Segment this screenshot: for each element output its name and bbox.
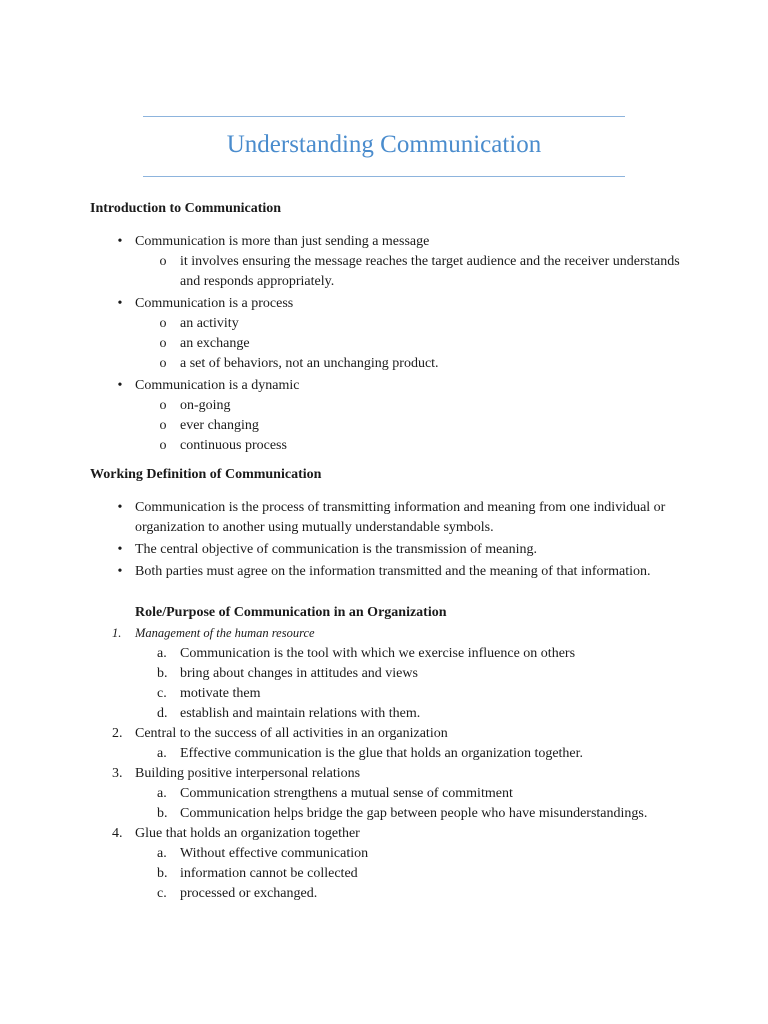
sub-list-item-text: continuous process [180,438,287,453]
list-item [90,540,690,560]
document-body [90,199,690,904]
alpha-list [135,844,690,904]
numbered-item [90,623,690,724]
alpha-item [135,684,690,704]
sub-list-item-text: an exchange [180,336,250,351]
list-item-text: Communication is the process of transmitting information and meaning from one individual or organization to another using mutually understandable symbols. [135,500,666,535]
list-item-text: Both parties must agree on the information transmitted and the meaning of that information. [135,564,651,579]
alpha-list [135,744,690,764]
alpha-marker: a. [157,746,167,761]
alpha-marker: d. [157,706,168,721]
list-item [90,562,690,582]
alpha-item-text: Without effective communication [180,846,369,861]
sub-list-item [135,314,690,334]
numbered-item-text: Glue that holds an organization together [135,826,360,841]
sub-list-item [135,354,690,374]
alpha-item [135,864,690,884]
numbered-item [90,724,690,764]
bullet-icon: • [117,378,123,393]
alpha-list [135,784,690,824]
item-number: 2. [112,726,123,741]
role-heading: Role/Purpose of Communication in an Organization [135,605,447,620]
sub-list [135,252,690,292]
alpha-list [135,644,690,724]
definition-list [90,498,690,582]
alpha-marker: c. [157,886,167,901]
numbered-item-text: Management of the human resource [135,626,315,640]
alpha-item [135,744,690,764]
title-rule-top [143,116,625,117]
circle-bullet-icon: o [159,254,167,269]
alpha-marker: a. [157,646,167,661]
alpha-marker: a. [157,846,167,861]
list-item-text: Communication is a process [135,296,294,311]
bullet-icon: • [117,564,123,579]
sub-list-item [135,436,690,456]
list-item-text: Communication is a dynamic [135,378,300,393]
alpha-item [135,664,690,684]
list-item [90,294,690,374]
sub-list-item-text: an activity [180,316,239,331]
alpha-marker: b. [157,866,168,881]
alpha-item [135,704,690,724]
list-item [90,498,690,538]
alpha-item-text: processed or exchanged. [180,886,318,901]
alpha-marker: b. [157,666,168,681]
item-number: 4. [112,826,123,841]
sub-list-item-text: a set of behaviors, not an unchanging product. [180,356,439,371]
circle-bullet-icon: o [159,356,167,371]
circle-bullet-icon: o [159,316,167,331]
numbered-item-text: Building positive interpersonal relations [135,766,361,781]
alpha-item-text: bring about changes in attitudes and views [180,666,418,681]
alpha-item [135,804,690,824]
item-number: 3. [112,766,123,781]
sub-list-item [135,252,690,292]
sub-list-item [135,416,690,436]
sub-list-item-text: ever changing [180,418,259,433]
alpha-item-text: Communication helps bridge the gap between people who have misunderstandings. [180,806,648,821]
title-block [143,116,625,177]
list-item-text: The central objective of communication is the transmission of meaning. [135,542,538,557]
sub-list [135,314,690,374]
item-number: 1. [112,626,122,640]
circle-bullet-icon: o [159,438,167,453]
alpha-marker: a. [157,786,167,801]
bullet-icon: • [117,500,123,515]
document-title: Understanding Communication [226,131,542,158]
sub-list-item-text: it involves ensuring the message reaches the target audience and the receiver understands and responds appropriately. [180,254,680,289]
numbered-item-text: Central to the success of all activities in an organization [135,726,448,741]
numbered-item [90,824,690,904]
circle-bullet-icon: o [159,418,167,433]
alpha-item [135,644,690,664]
list-item [90,376,690,456]
sub-list-item-text: on-going [180,398,231,413]
alpha-item-text: establish and maintain relations with them. [180,706,421,721]
definition-heading: Working Definition of Communication [90,467,322,482]
alpha-item-text: Effective communication is the glue that holds an organization together. [180,746,584,761]
alpha-item [135,884,690,904]
alpha-marker: b. [157,806,168,821]
bullet-icon: • [117,296,123,311]
bullet-icon: • [117,542,123,557]
circle-bullet-icon: o [159,398,167,413]
numbered-item [90,764,690,824]
list-item [90,232,690,292]
alpha-item-text: Communication strengthens a mutual sense of commitment [180,786,513,801]
sub-list-item [135,396,690,416]
title-rule-bottom [143,176,625,177]
list-item-text: Communication is more than just sending a message [135,234,430,249]
role-list [90,623,690,904]
intro-heading: Introduction to Communication [90,201,282,216]
alpha-item-text: Communication is the tool with which we exercise influence on others [180,646,576,661]
alpha-item [135,784,690,804]
alpha-item-text: motivate them [180,686,261,701]
alpha-item-text: information cannot be collected [180,866,358,881]
sub-list [135,396,690,456]
alpha-item [135,844,690,864]
intro-list [90,232,690,456]
bullet-icon: • [117,234,123,249]
sub-list-item [135,334,690,354]
alpha-marker: c. [157,686,167,701]
circle-bullet-icon: o [159,336,167,351]
